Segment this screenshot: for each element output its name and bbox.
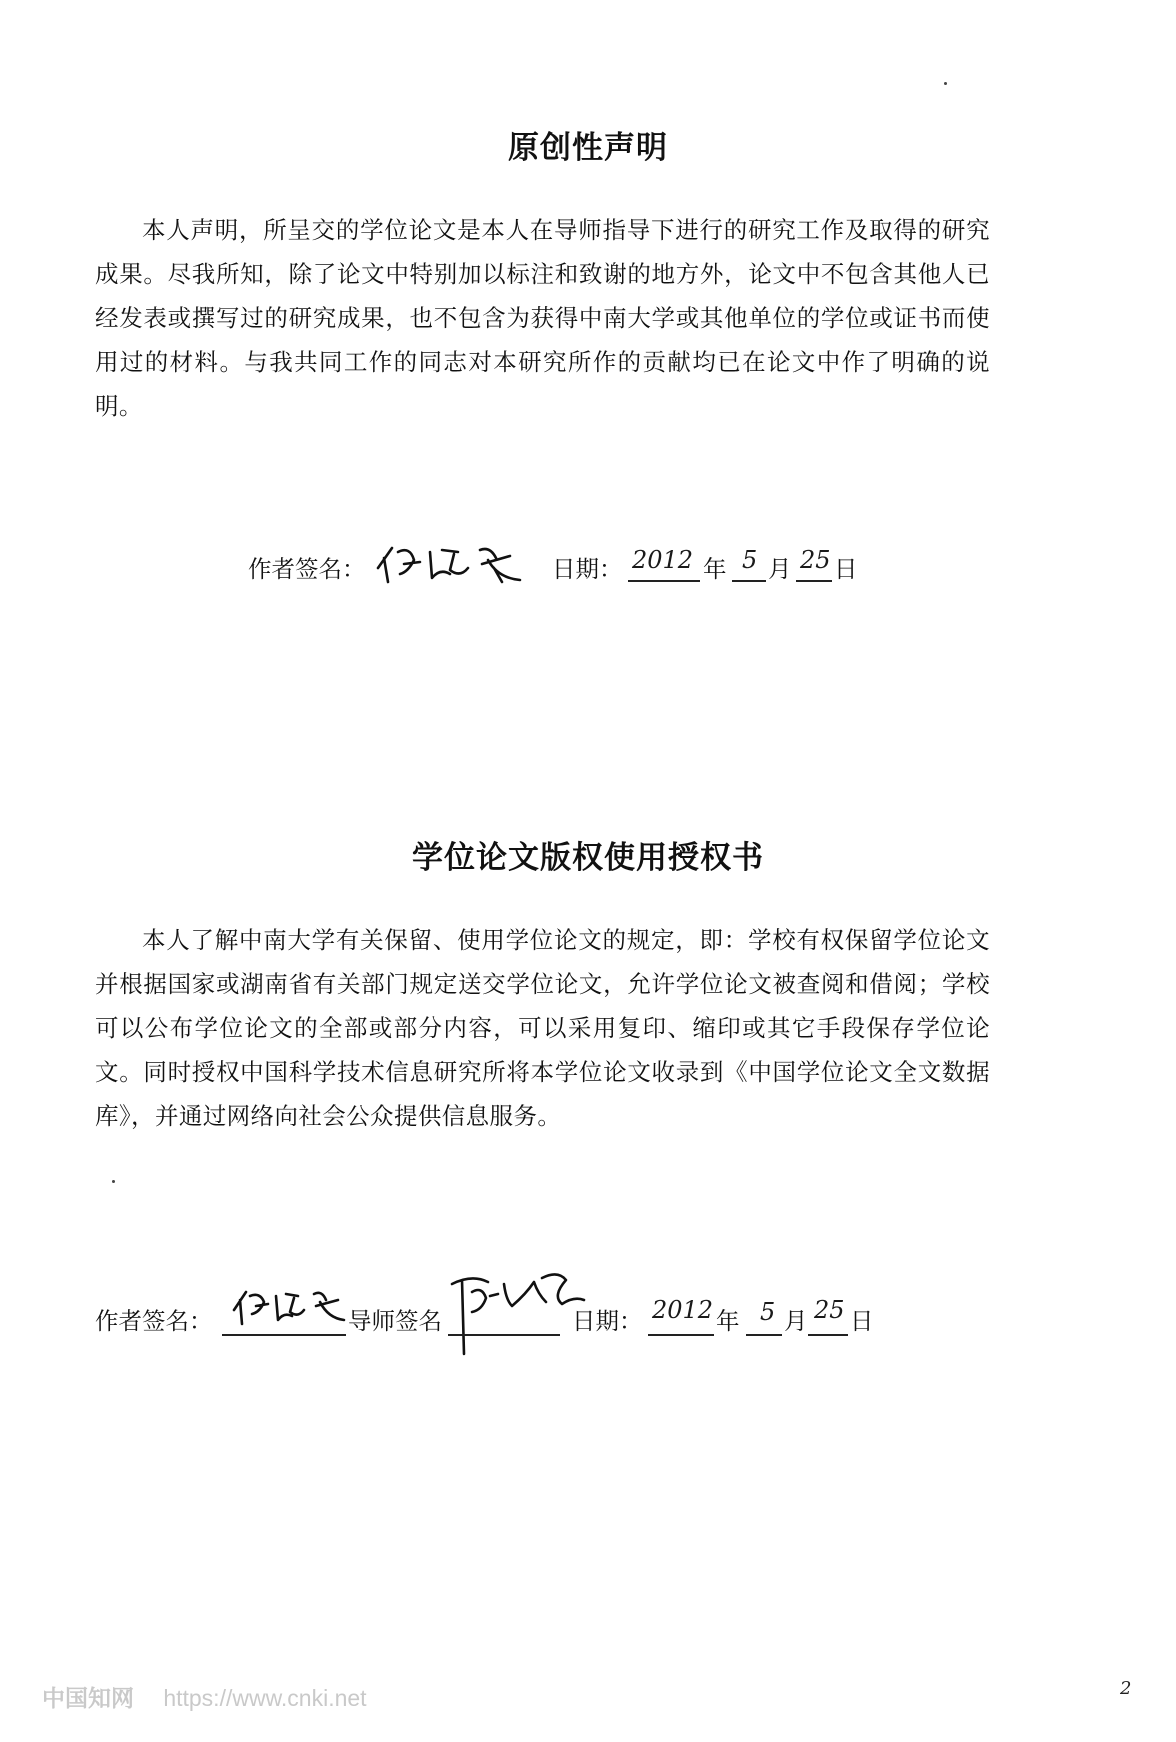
declaration-month-underline	[732, 580, 766, 582]
declaration-day-unit: 日	[834, 555, 858, 583]
authorization-paragraph: 本人了解中南大学有关保留、使用学位论文的规定，即：学校有权保留学位论文并根据国家或湖南省有关部门规定送交学位论文，允许学位论文被查阅和借阅；学校可以公布学位论文的全部或部分内容，可以采用复印、缩印或其它手段保存学位论文。同时授权中国科学技术信息研究所将本学位论文收录到《中国学位论文全文数据库》，并通过网络向社会公众提供信息服务。	[95, 926, 990, 1130]
authorization-author-underline	[222, 1334, 346, 1336]
cnki-brand: 中国知网	[42, 1686, 134, 1712]
declaration-date-label: 日期：	[552, 555, 623, 583]
declaration-day-underline	[796, 580, 832, 582]
author-signature-1	[370, 538, 530, 588]
authorization-year: 2012	[652, 1296, 714, 1324]
scan-speck	[944, 82, 947, 85]
cnki-url[interactable]: https://www.cnki.net	[163, 1685, 367, 1711]
authorization-year-unit: 年	[716, 1307, 740, 1335]
cnki-footer	[42, 1680, 367, 1713]
declaration-month-unit: 月	[768, 555, 792, 583]
authorization-day-underline	[808, 1334, 848, 1336]
declaration-author-label: 作者签名：	[248, 555, 366, 583]
authorization-day-unit: 日	[850, 1307, 874, 1335]
authorization-year-underline	[648, 1334, 714, 1336]
author-signature-2	[228, 1284, 348, 1332]
declaration-year: 2012	[632, 546, 694, 574]
declaration-title: 原创性声明	[508, 130, 668, 166]
authorization-day: 25	[814, 1296, 845, 1324]
advisor-signature	[442, 1250, 592, 1360]
authorization-author-label: 作者签名：	[95, 1307, 213, 1335]
authorization-advisor-underline	[448, 1334, 560, 1336]
authorization-month: 5	[760, 1298, 776, 1326]
authorization-month-underline	[746, 1334, 782, 1336]
scan-speck	[112, 1180, 115, 1183]
declaration-year-underline	[628, 580, 700, 582]
authorization-date-label: 日期：	[572, 1307, 643, 1335]
authorization-advisor-label: 导师签名	[348, 1307, 442, 1335]
declaration-day: 25	[800, 546, 831, 574]
authorization-month-unit: 月	[784, 1307, 808, 1335]
declaration-paragraph: 本人声明，所呈交的学位论文是本人在导师指导下进行的研究工作及取得的研究成果。尽我所知，除了论文中特别加以标注和致谢的地方外，论文中不包含其他人已经发表或撰写过的研究成果，也不包含为获得中南大学或其他单位的学位或证书而使用过的材料。与我共同工作的同志对本研究所作的贡献均已在论文中作了明确的说明。	[95, 216, 990, 420]
declaration-year-unit: 年	[703, 555, 727, 583]
page-number: 2	[1120, 1678, 1132, 1699]
authorization-title: 学位论文版权使用授权书	[412, 840, 764, 876]
declaration-month: 5	[742, 546, 758, 574]
